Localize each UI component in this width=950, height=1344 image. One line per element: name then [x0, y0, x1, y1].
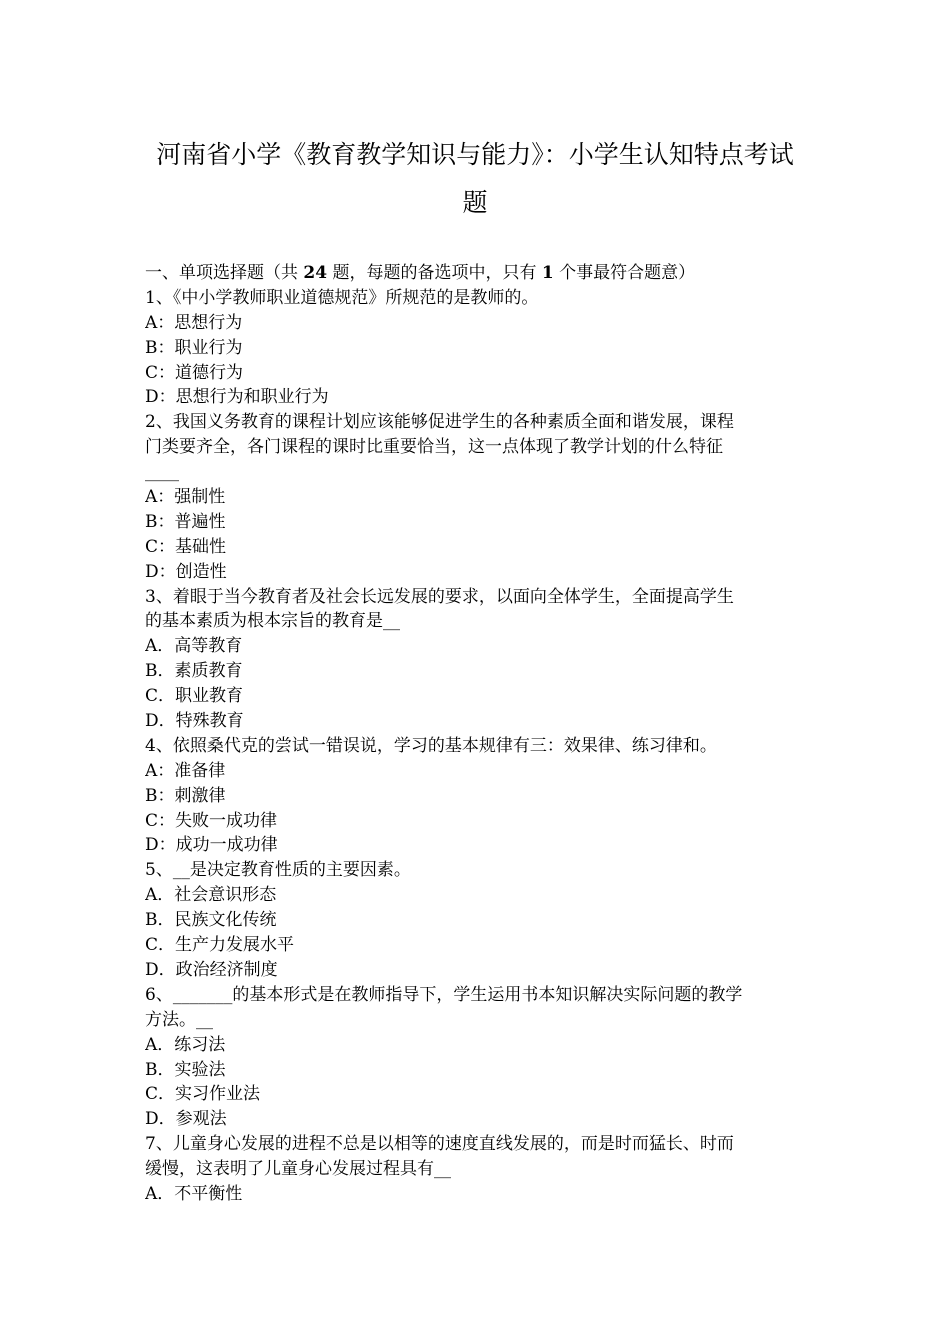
text-line: 3、着眼于当今教育者及社会长远发展的要求，以面向全体学生，全面提高学生 [145, 586, 734, 607]
text-line: A．练习法 [145, 1034, 226, 1055]
section-question-count: 24 [303, 263, 328, 283]
text-line: D．参观法 [145, 1109, 227, 1130]
text-line: B．素质教育 [145, 661, 243, 682]
text-line: B．民族文化传统 [145, 910, 277, 931]
text-line: A：思想行为 [145, 312, 243, 333]
section-middle: 题，每题的备选项中，只有 [327, 263, 542, 283]
text-line: 缓慢，这表明了儿童身心发展过程具有__ [145, 1159, 451, 1180]
question-list [145, 261, 810, 1207]
text-line: A：强制性 [145, 487, 226, 508]
text-line: B：刺激律 [145, 785, 226, 806]
text-line: C．实习作业法 [145, 1084, 261, 1105]
text-line: ____ [145, 462, 179, 483]
text-line: 5、__是决定教育性质的主要因素。 [145, 860, 411, 881]
text-line: A：准备律 [145, 760, 226, 781]
section-suffix: 个事最符合题意） [553, 263, 696, 283]
text-line: D．特殊教育 [145, 711, 244, 732]
text-line: 7、儿童身心发展的进程不总是以相等的速度直线发展的，而是时而猛长、时而 [145, 1134, 734, 1155]
document-title-line-1: 河南省小学《教育教学知识与能力》：小学生认知特点考试 [156, 140, 794, 169]
text-line: B：职业行为 [145, 337, 243, 358]
section-heading [145, 261, 810, 286]
question-lines [145, 286, 810, 1207]
text-line: C：失败一成功律 [145, 810, 278, 831]
text-line: C．生产力发展水平 [145, 935, 295, 956]
document-title-line-2: 题 [462, 188, 488, 217]
text-line: D：思想行为和职业行为 [145, 387, 329, 408]
text-line: 2、我国义务教育的课程计划应该能够促进学生的各种素质全面和谐发展，课程 [145, 412, 734, 433]
text-line: A．高等教育 [145, 636, 243, 657]
text-line: C．职业教育 [145, 686, 244, 707]
text-line: D：创造性 [145, 561, 227, 582]
text-line: 的基本素质为根本宗旨的教育是__ [145, 611, 400, 632]
text-line: D．政治经济制度 [145, 959, 278, 980]
text-line: 方法。__ [145, 1009, 213, 1030]
text-line: B．实验法 [145, 1059, 226, 1080]
text-line: D：成功一成功律 [145, 835, 278, 856]
text-line: C：基础性 [145, 536, 227, 557]
text-line: C：道德行为 [145, 362, 244, 383]
text-line: 1、《中小学教师职业道德规范》所规范的是教师的。 [145, 287, 539, 308]
text-line: 门类要齐全，各门课程的课时比重要恰当，这一点体现了教学计划的什么特征 [145, 437, 723, 458]
text-line: A．社会意识形态 [145, 885, 277, 906]
text-line: A．不平衡性 [145, 1183, 243, 1204]
section-prefix: 一、单项选择题（共 [145, 263, 304, 283]
text-line: 6、_______的基本形式是在教师指导下，学生运用书本知识解决实际问题的教学 [145, 984, 743, 1005]
section-answer-count: 1 [541, 263, 554, 283]
text-line: 4、依照桑代克的尝试一错误说，学习的基本规律有三：效果律、练习律和。 [145, 735, 717, 756]
text-line: B：普遍性 [145, 511, 226, 532]
